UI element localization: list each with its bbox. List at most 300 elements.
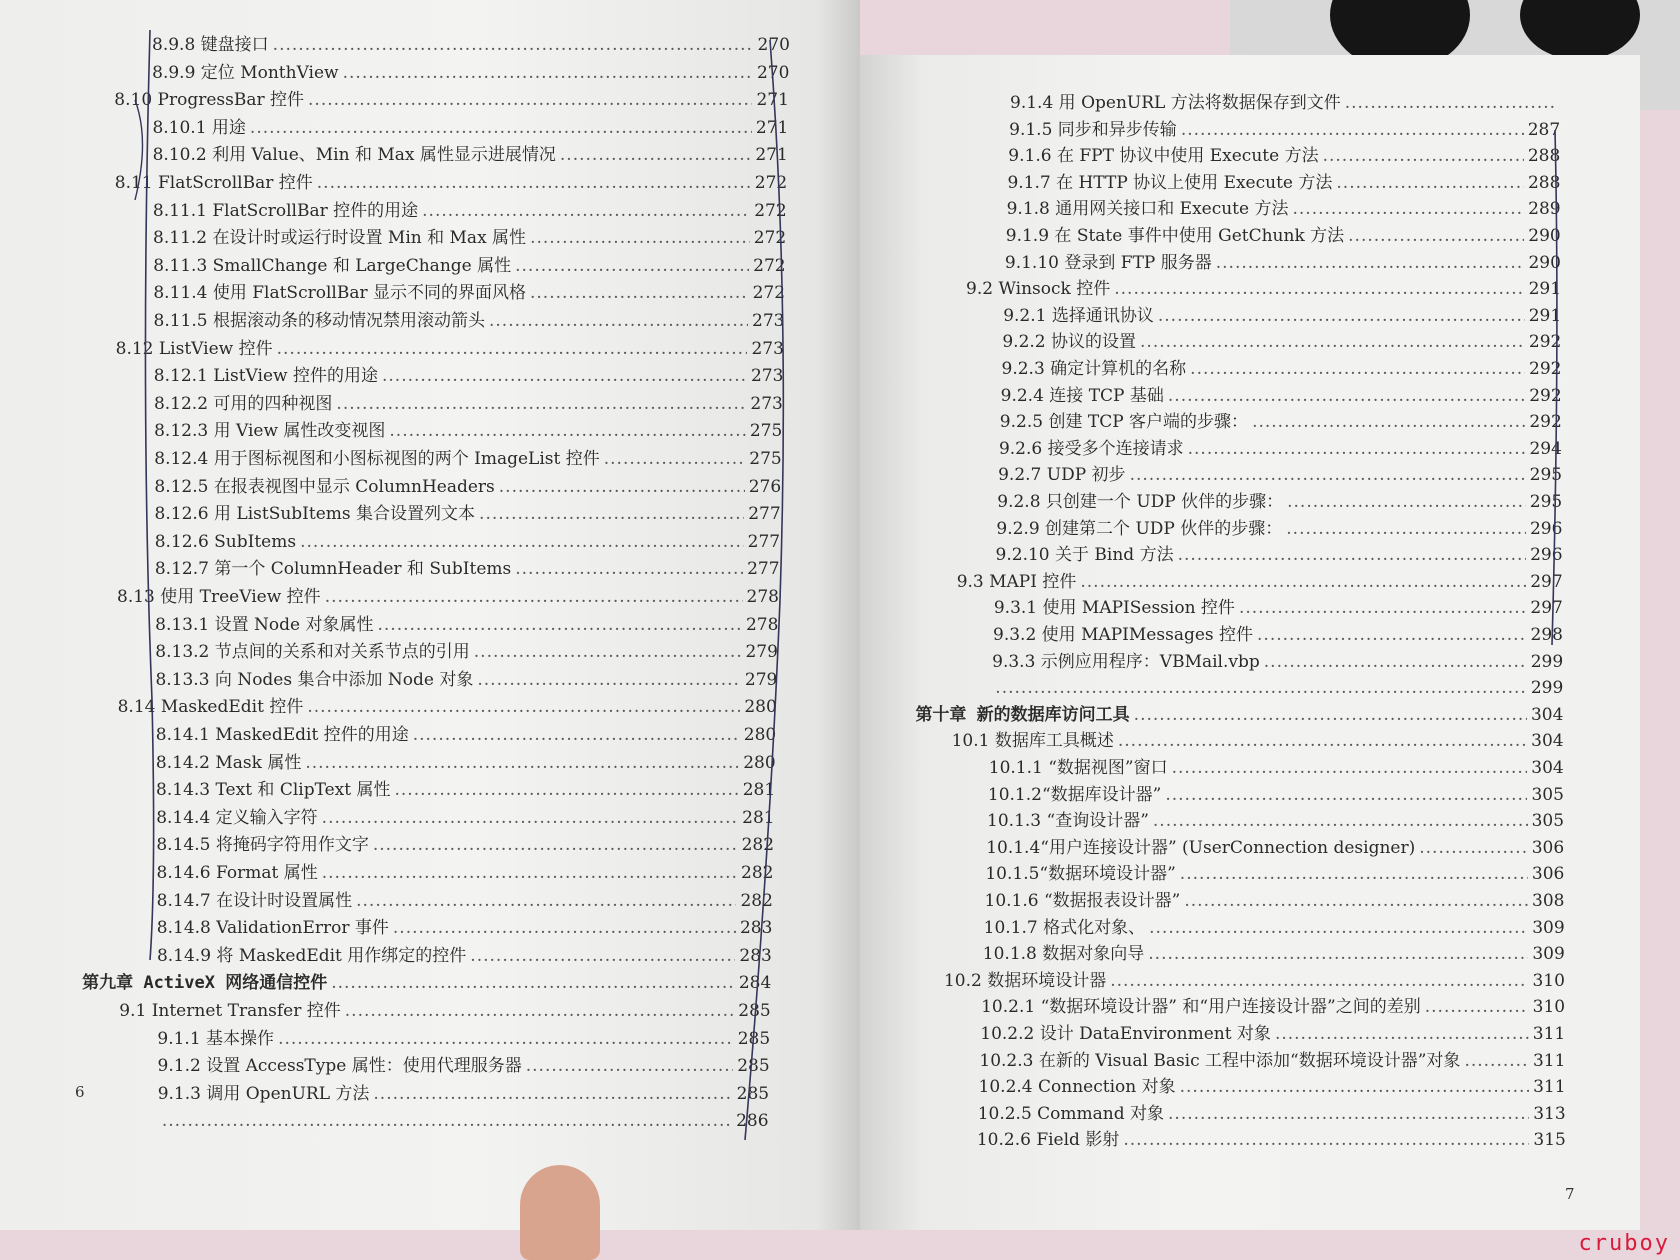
- toc-leader-dots: [393, 916, 736, 940]
- toc-entry: [155, 640, 778, 664]
- toc-entry: [118, 695, 777, 719]
- toc-entry-page: 282: [740, 890, 773, 911]
- toc-leader-dots: [1464, 1049, 1529, 1073]
- toc-entry-page: 271: [755, 145, 788, 166]
- toc-entry: [1000, 410, 1562, 434]
- toc-entry-title: 10.1 数据库工具概述: [951, 731, 1114, 752]
- toc-entry: [157, 916, 773, 940]
- toc-entry-page: 296: [1530, 545, 1563, 566]
- toc-entry-page: 309: [1532, 917, 1565, 938]
- toc-entry-title: 9.2.5 创建 TCP 客户端的步骤：: [999, 412, 1249, 433]
- toc-entry: [1005, 251, 1561, 275]
- toc-entry-page: 286: [736, 1111, 769, 1132]
- toc-entry-page: 279: [744, 669, 778, 690]
- toc-leader-dots: [322, 861, 737, 885]
- toc-entry: [992, 650, 1563, 674]
- toc-entry-page: 299: [1530, 678, 1564, 699]
- toc-leader-dots: [1264, 650, 1527, 674]
- toc-entry: [993, 623, 1563, 647]
- toc-entry-page: 297: [1530, 571, 1563, 592]
- toc-entry-page: 289: [1528, 199, 1561, 220]
- toc-entry: [115, 171, 788, 195]
- toc-entry-title: 10.2.6 Field 影射: [976, 1130, 1120, 1151]
- toc-entry-title: 8.14.1 MaskedEdit 控件的用途: [155, 725, 409, 745]
- toc-entry: [153, 199, 787, 223]
- toc-entry-page: 273: [750, 393, 783, 414]
- toc-entry-page: 292: [1528, 332, 1562, 353]
- toc-entry-page: 270: [756, 62, 790, 83]
- toc-entry-page: 271: [756, 90, 789, 111]
- toc-entry: [154, 475, 781, 499]
- toc-entry-page: 306: [1531, 837, 1565, 858]
- toc-leader-dots: [305, 751, 739, 775]
- toc-entry-page: 308: [1532, 891, 1565, 911]
- toc-leader-dots: [1216, 251, 1525, 275]
- toc-entry: [957, 570, 1563, 594]
- toc-leader-dots: [499, 475, 745, 499]
- toc-entry-title: 8.11.1 FlatScrollBar 控件的用途: [152, 200, 419, 221]
- toc-leader-dots: [373, 1082, 732, 1106]
- toc-leader-dots: [1345, 91, 1556, 115]
- toc-entry-title: 8.11.3 SmallChange 和 LargeChange 属性: [153, 255, 512, 276]
- toc-entry-page: 296: [1529, 518, 1563, 539]
- toc-entry-page: 288: [1527, 172, 1561, 193]
- toc-entry-page: 277: [747, 531, 781, 552]
- toc-leader-dots: [1130, 463, 1526, 487]
- toc-entry-title: 8.14.6 Format 属性: [156, 863, 318, 883]
- toc-entry: [996, 517, 1562, 541]
- toc-entry-page: 272: [754, 173, 788, 193]
- toc-entry-title: 8.11.5 根据滚动条的移动情况禁用滚动箭头: [153, 311, 485, 331]
- toc-entry-title: 9.1.7 在 HTTP 协议上使用 Execute 方法: [1007, 172, 1333, 193]
- toc-leader-dots: [345, 999, 735, 1023]
- toc-entry: [1002, 330, 1561, 354]
- toc-entry: [915, 703, 1563, 727]
- toc-leader-dots: [277, 337, 748, 361]
- toc-entry: [979, 1049, 1565, 1073]
- toc-entry-page: 280: [744, 697, 777, 718]
- toc-entry-page: 295: [1529, 492, 1563, 512]
- toc-leader-dots: [1168, 1102, 1529, 1126]
- toc-entry-title: 9.1.4 用 OpenURL 方法将数据保存到文件: [1010, 93, 1341, 113]
- toc-leader-dots: [322, 806, 738, 830]
- toc-leader-dots: [1140, 330, 1525, 354]
- toc-entry: [998, 463, 1562, 487]
- toc-entry-title: 8.12.6 SubItems: [154, 531, 297, 552]
- toc-leader-dots: [1178, 543, 1527, 567]
- toc-entry-title: 8.14.8 ValidationError 事件: [156, 918, 389, 939]
- toc-entry-page: 285: [736, 1083, 770, 1104]
- toc-entry-title: 10.1.8 数据对象向导: [982, 944, 1145, 965]
- toc-entry: [1008, 144, 1560, 168]
- toc-entry-title: 10.2.5 Command 对象: [977, 1103, 1165, 1124]
- toc-entry-page: 304: [1531, 731, 1564, 752]
- toc-entry-page: 273: [752, 311, 785, 331]
- toc-leader-dots: [477, 668, 741, 692]
- toc-entry-title: 9.3.3 示例应用程序：VBMail.vbp: [992, 651, 1260, 672]
- toc-entry-title: 9.2.4 连接 TCP 基础: [1000, 385, 1164, 406]
- toc-entry: [981, 995, 1565, 1019]
- toc-entry: [155, 613, 778, 637]
- toc-entry-page: 305: [1531, 811, 1565, 832]
- toc-leader-dots: [395, 778, 739, 802]
- toc-entry-title: 第十章 新的数据库访问工具: [915, 704, 1130, 725]
- toc-entry: [1003, 304, 1561, 328]
- toc-entry-title: 8.13.3 向 Nodes 集合中添加 Node 对象: [155, 669, 474, 690]
- toc-leader-dots: [1148, 942, 1528, 966]
- toc-entry-title: 8.14 MaskedEdit 控件: [117, 697, 304, 718]
- toc-entry: [156, 833, 774, 857]
- toc-entry-page: 291: [1528, 305, 1562, 326]
- toc-leader-dots: [382, 364, 747, 388]
- toc-entry-title: 8.14.7 在设计时设置属性: [156, 890, 353, 911]
- toc-entry-page: 282: [741, 835, 775, 856]
- toc-leader-dots: [422, 199, 750, 223]
- toc-entry: [977, 1128, 1566, 1152]
- toc-entry-title: 9.3 MAPI 控件: [956, 571, 1077, 592]
- toc-entry: [156, 778, 775, 802]
- toc-entry: [116, 337, 784, 361]
- toc-entry-title: 10.1.6 “数据报表设计器”: [984, 891, 1181, 911]
- toc-leader-dots: [389, 419, 745, 443]
- toc-entry-page: 280: [743, 752, 776, 773]
- toc-leader-dots: [1149, 916, 1528, 940]
- toc-entry: [152, 61, 789, 85]
- toc-entry-page: 304: [1531, 758, 1564, 778]
- toc-leader-dots: [1190, 357, 1525, 381]
- toc-entry-title: 9.1.6 在 FPT 协议中使用 Execute 方法: [1008, 146, 1319, 167]
- toc-leader-dots: [526, 1054, 733, 1078]
- toc-entry-page: 272: [752, 283, 786, 304]
- toc-entry: [117, 585, 779, 609]
- toc-entry: [979, 1075, 1566, 1099]
- toc-leader-dots: [1239, 596, 1526, 620]
- toc-entry-page: 284: [738, 973, 772, 994]
- toc-entry-title: 8.12.2 可用的四种视图: [153, 393, 333, 414]
- toc-entry-page: 275: [749, 421, 783, 442]
- toc-entry: [158, 1082, 769, 1106]
- toc-entry-title: 8.13.1 设置 Node 对象属性: [155, 614, 374, 635]
- toc-entry-title: 8.14.4 定义输入字符: [156, 807, 318, 828]
- toc-entry-title: 8.14.3 Text 和 ClipText 属性: [156, 780, 391, 801]
- toc-entry-title: 9.1.2 设置 AccessType 属性：使用代理服务器: [157, 1056, 522, 1077]
- toc-entry-page: 281: [742, 807, 775, 828]
- left-page-number: 6: [75, 1083, 85, 1101]
- watermark: cruboy: [1578, 1231, 1670, 1256]
- toc-entry-page: 279: [745, 642, 778, 663]
- toc-leader-dots: [331, 971, 735, 995]
- toc-entry-title: 8.9.8 键盘接口: [152, 35, 269, 55]
- toc-leader-dots: [470, 944, 735, 968]
- toc-entry-title: 10.1.3 “查询设计器”: [987, 811, 1149, 832]
- toc-leader-dots: [1172, 756, 1528, 780]
- toc-leader-dots: [300, 530, 744, 554]
- toc-entry-page: 280: [743, 725, 777, 745]
- toc-leader-dots: [278, 1027, 734, 1051]
- toc-entry-title: 9.2.2 协议的设置: [1002, 332, 1137, 353]
- toc-entry: [153, 143, 788, 167]
- toc-entry: [997, 490, 1562, 514]
- toc-entry-title: 9.2 Winsock 控件: [966, 279, 1111, 300]
- toc-entry: [154, 392, 783, 416]
- toc-entry-page: 313: [1533, 1103, 1566, 1124]
- toc-entry: [156, 806, 774, 830]
- toc-entry: [944, 969, 1565, 993]
- toc-entry: [158, 1054, 770, 1078]
- toc-entry: [978, 1102, 1566, 1126]
- toc-entry-title: 8.12.3 用 View 属性改变视图: [154, 421, 386, 442]
- toc-entry-page: 311: [1532, 1024, 1566, 1044]
- toc-entry-page: 305: [1531, 784, 1564, 805]
- toc-entry: [153, 226, 786, 250]
- toc-entry: [952, 729, 1564, 753]
- toc-entry-page: 310: [1532, 997, 1566, 1018]
- toc-leader-dots: [1118, 729, 1527, 753]
- toc-entry: [157, 861, 774, 885]
- toc-entry: [156, 723, 777, 747]
- toc-entry-title: 9.2.8 只创建一个 UDP 伙伴的步骤：: [997, 492, 1284, 512]
- toc-entry-title: 第九章 ActiveX 网络通信控件: [82, 973, 328, 994]
- toc-entry-title: 9.2.6 接受多个连接请求: [998, 438, 1184, 459]
- toc-leader-dots: [1323, 144, 1524, 168]
- toc-entry-page: 278: [746, 587, 779, 607]
- toc-entry-title: 8.11.2 在设计时或运行时设置 Min 和 Max 属性: [153, 228, 527, 249]
- toc-leader-dots: [995, 676, 1527, 700]
- toc-entry: [156, 751, 776, 775]
- toc-entry: [988, 783, 1564, 807]
- toc-entry: [986, 836, 1564, 860]
- toc-entry-title: 9.2.9 创建第二个 UDP 伙伴的步骤：: [996, 518, 1283, 539]
- toc-leader-dots: [1257, 623, 1527, 647]
- toc-entry: [158, 1109, 769, 1133]
- left-page: [0, 0, 860, 1230]
- toc-entry-page: 295: [1529, 465, 1563, 486]
- toc-entry-page: 283: [739, 918, 773, 939]
- toc-leader-dots: [515, 254, 749, 278]
- toc-entry-page: 311: [1533, 1077, 1566, 1098]
- toc-entry-title: 9.1.10 登录到 FTP 服务器: [1004, 252, 1212, 273]
- toc-entry: [157, 1027, 770, 1051]
- toc-leader-dots: [1419, 836, 1527, 860]
- toc-entry: [984, 916, 1565, 940]
- toc-entry-title: 9.1 Internet Transfer 控件: [119, 1001, 341, 1021]
- toc-entry-title: 10.1.7 格式化对象、: [983, 917, 1146, 938]
- toc-leader-dots: [1180, 1075, 1529, 1099]
- toc-entry-title: 10.1.2“数据库设计器”: [987, 784, 1162, 805]
- toc-leader-dots: [530, 226, 750, 250]
- toc-entry: [994, 596, 1563, 620]
- right-page: [860, 55, 1640, 1230]
- toc-entry-title: 8.14.5 将掩码字符用作文字: [156, 835, 369, 856]
- toc-entry-title: 8.12.1 ListView 控件的用途: [153, 366, 378, 387]
- toc-leader-dots: [325, 585, 743, 609]
- toc-entry-page: 290: [1528, 252, 1561, 273]
- toc-entry-title: 9.1.9 在 State 事件中使用 GetChunk 方法: [1005, 226, 1345, 246]
- toc-entry-page: 306: [1531, 864, 1565, 885]
- toc-leader-dots: [1110, 969, 1528, 993]
- toc-entry: [114, 88, 789, 112]
- toc-entry-title: 10.1.1 “数据视图”窗口: [988, 758, 1168, 778]
- toc-leader-dots: [474, 640, 742, 664]
- toc-entry-page: 282: [741, 863, 774, 883]
- toc-leader-dots: [336, 392, 746, 416]
- toc-entry-page: 273: [750, 366, 784, 387]
- toc-entry-title: 8.12.5 在报表视图中显示 ColumnHeaders: [154, 476, 495, 497]
- right-page-number: 7: [1565, 1185, 1575, 1203]
- toc-entry-page: 310: [1532, 970, 1565, 991]
- toc-leader-dots: [308, 88, 752, 112]
- toc-entry-page: 294: [1529, 438, 1562, 459]
- toc-entry-title: 8.10.1 用途: [152, 117, 246, 138]
- toc-leader-dots: [1114, 277, 1524, 301]
- toc-leader-dots: [373, 833, 738, 857]
- toc-entry: [152, 116, 788, 140]
- toc-entry-title: 10.1.4“用户连接设计器” (UserConnection designer): [986, 837, 1416, 858]
- toc-entry-page: 304: [1530, 704, 1564, 725]
- toc-entry-page: 272: [754, 200, 787, 221]
- toc-entry-title: 8.12.7 第一个 ColumnHeader 和 SubItems: [154, 559, 512, 580]
- toc-entry-page: 299: [1530, 651, 1564, 672]
- toc-entry-page: 297: [1530, 598, 1563, 619]
- toc-leader-dots: [343, 61, 753, 85]
- toc-entry-title: 8.13 使用 TreeView 控件: [117, 587, 321, 607]
- toc-entry: [985, 889, 1565, 913]
- toc-entry-title: 9.1.3 调用 OpenURL 方法: [157, 1083, 370, 1104]
- toc-leader-dots: [489, 309, 748, 333]
- toc-entry-title: 9.2.10 关于 Bind 方法: [995, 545, 1174, 566]
- toc-entry-title: 8.14.2 Mask 属性: [155, 752, 302, 773]
- toc-entry-title: 8.12 ListView 控件: [115, 338, 273, 359]
- toc-leader-dots: [1180, 862, 1528, 886]
- toc-leader-dots: [560, 143, 751, 167]
- toc-entry: [155, 668, 777, 692]
- toc-entry-page: 285: [738, 1001, 771, 1021]
- toc-entry-page: 272: [753, 255, 786, 276]
- toc-entry: [155, 557, 780, 581]
- toc-leader-dots: [356, 889, 736, 913]
- toc-leader-dots: [515, 557, 743, 581]
- toc-entry: [155, 530, 780, 554]
- toc-entry: [154, 309, 785, 333]
- toc-entry-page: 287: [1527, 119, 1561, 140]
- toc-leader-dots: [250, 116, 752, 140]
- toc-leader-dots: [1153, 809, 1528, 833]
- toc-leader-dots: [317, 171, 751, 195]
- toc-entry: [1007, 197, 1561, 221]
- toc-entry-page: 277: [747, 559, 780, 580]
- toc-entry-page: 277: [748, 504, 781, 525]
- toc-leader-dots: [1165, 783, 1527, 807]
- toc-entry: [966, 277, 1561, 301]
- toc-entry-title: 8.11 FlatScrollBar 控件: [114, 173, 313, 193]
- toc-leader-dots: [273, 33, 754, 57]
- toc-entry-title: 10.1.5“数据环境设计器”: [985, 864, 1176, 885]
- toc-entry-page: 272: [753, 228, 787, 249]
- toc-leader-dots: [1348, 224, 1524, 248]
- toc-entry-title: 10.2.3 在新的 Visual Basic 工程中添加“数据环境设计器”对象: [979, 1050, 1461, 1071]
- toc-leader-dots: [1080, 570, 1526, 594]
- toc-entry-title: 9.2.1 选择通讯协议: [1003, 305, 1154, 326]
- toc-entry: [154, 364, 784, 388]
- toc-entry: [1006, 224, 1561, 248]
- toc-entry-title: 9.1.1 基本操作: [157, 1028, 275, 1049]
- toc-entry: [991, 676, 1563, 700]
- toc-leader-dots: [1184, 889, 1528, 913]
- toc-leader-dots: [1134, 703, 1527, 727]
- toc-entry-title: 9.3.1 使用 MAPISession 控件: [993, 598, 1235, 619]
- toc-entry-title: 8.11.4 使用 FlatScrollBar 显示不同的界面风格: [153, 283, 526, 304]
- toc-entry: [155, 502, 781, 526]
- toc-entry-page: 281: [742, 780, 776, 801]
- toc-entry-title: 8.14.9 将 MaskedEdit 用作绑定的控件: [156, 945, 467, 966]
- toc-entry-page: 292: [1529, 359, 1562, 379]
- toc-entry: [82, 971, 771, 995]
- toc-entry-title: 9.3.2 使用 MAPIMessages 控件: [993, 625, 1254, 645]
- toc-leader-dots: [1286, 517, 1526, 541]
- toc-leader-dots: [479, 502, 744, 526]
- toc-entry-title: 8.10.2 利用 Value、Min 和 Max 属性显示进展情况: [152, 145, 556, 166]
- toc-entry: [987, 809, 1564, 833]
- toc-entry-page: 292: [1529, 385, 1562, 406]
- toc-entry-title: 8.12.4 用于图标视图和小图标视图的两个 ImageList 控件: [154, 449, 600, 469]
- toc-leader-dots: [1158, 304, 1525, 328]
- toc-entry: [152, 33, 790, 57]
- toc-leader-dots: [1275, 1022, 1529, 1046]
- toc-entry-page: 283: [739, 945, 772, 966]
- toc-entry-title: 10.2.2 设计 DataEnvironment 对象: [980, 1024, 1271, 1044]
- toc-entry-title: 9.1.5 同步和异步传输: [1009, 119, 1177, 140]
- toc-entry: [989, 756, 1564, 780]
- toc-entry: [157, 889, 773, 913]
- thumb: [520, 1165, 600, 1260]
- toc-leader-dots: [1123, 1128, 1529, 1152]
- toc-leader-dots: [307, 695, 740, 719]
- toc-leader-dots: [604, 447, 746, 471]
- toc-leader-dots: [530, 281, 749, 305]
- toc-leader-dots: [1252, 410, 1525, 434]
- toc-entry-title: 8.10 ProgressBar 控件: [114, 90, 305, 111]
- toc-entry: [1009, 118, 1560, 142]
- toc-entry-page: 298: [1530, 625, 1563, 645]
- toc-entry-page: 275: [749, 449, 782, 469]
- toc-entry: [985, 862, 1564, 886]
- toc-entry: [1002, 357, 1562, 381]
- toc-entry-page: 276: [748, 476, 782, 497]
- toc-entry: [154, 419, 782, 443]
- toc-entry: [153, 254, 785, 278]
- toc-entry-title: 9.1.8 通用网关接口和 Execute 方法: [1006, 199, 1289, 220]
- toc-entry-page: 315: [1533, 1130, 1566, 1151]
- toc-entry: [153, 281, 785, 305]
- toc-leader-dots: [377, 613, 742, 637]
- toc-entry-page: 290: [1528, 226, 1561, 246]
- toc-leader-dots: [1168, 384, 1525, 408]
- toc-entry-title: 8.12.6 用 ListSubItems 集合设置列文本: [154, 504, 476, 525]
- toc-entry-page: 311: [1532, 1050, 1566, 1071]
- toc-entry: [157, 944, 772, 968]
- toc-entry-page: 288: [1527, 146, 1561, 167]
- toc-entry-page: 292: [1529, 412, 1562, 433]
- toc-entry: [980, 1022, 1565, 1046]
- toc-entry-page: 278: [745, 614, 779, 635]
- toc-entry-page: 271: [755, 117, 789, 138]
- toc-leader-dots: [1425, 995, 1529, 1019]
- toc-leader-dots: [413, 723, 740, 747]
- toc-leader-dots: [1188, 437, 1526, 461]
- toc-leader-dots: [162, 1109, 732, 1133]
- toc-entry-title: 10.2.1 “数据环境设计器” 和“用户连接设计器”之间的差别: [981, 997, 1421, 1018]
- toc-entry-title: 10.2.4 Connection 对象: [978, 1077, 1176, 1098]
